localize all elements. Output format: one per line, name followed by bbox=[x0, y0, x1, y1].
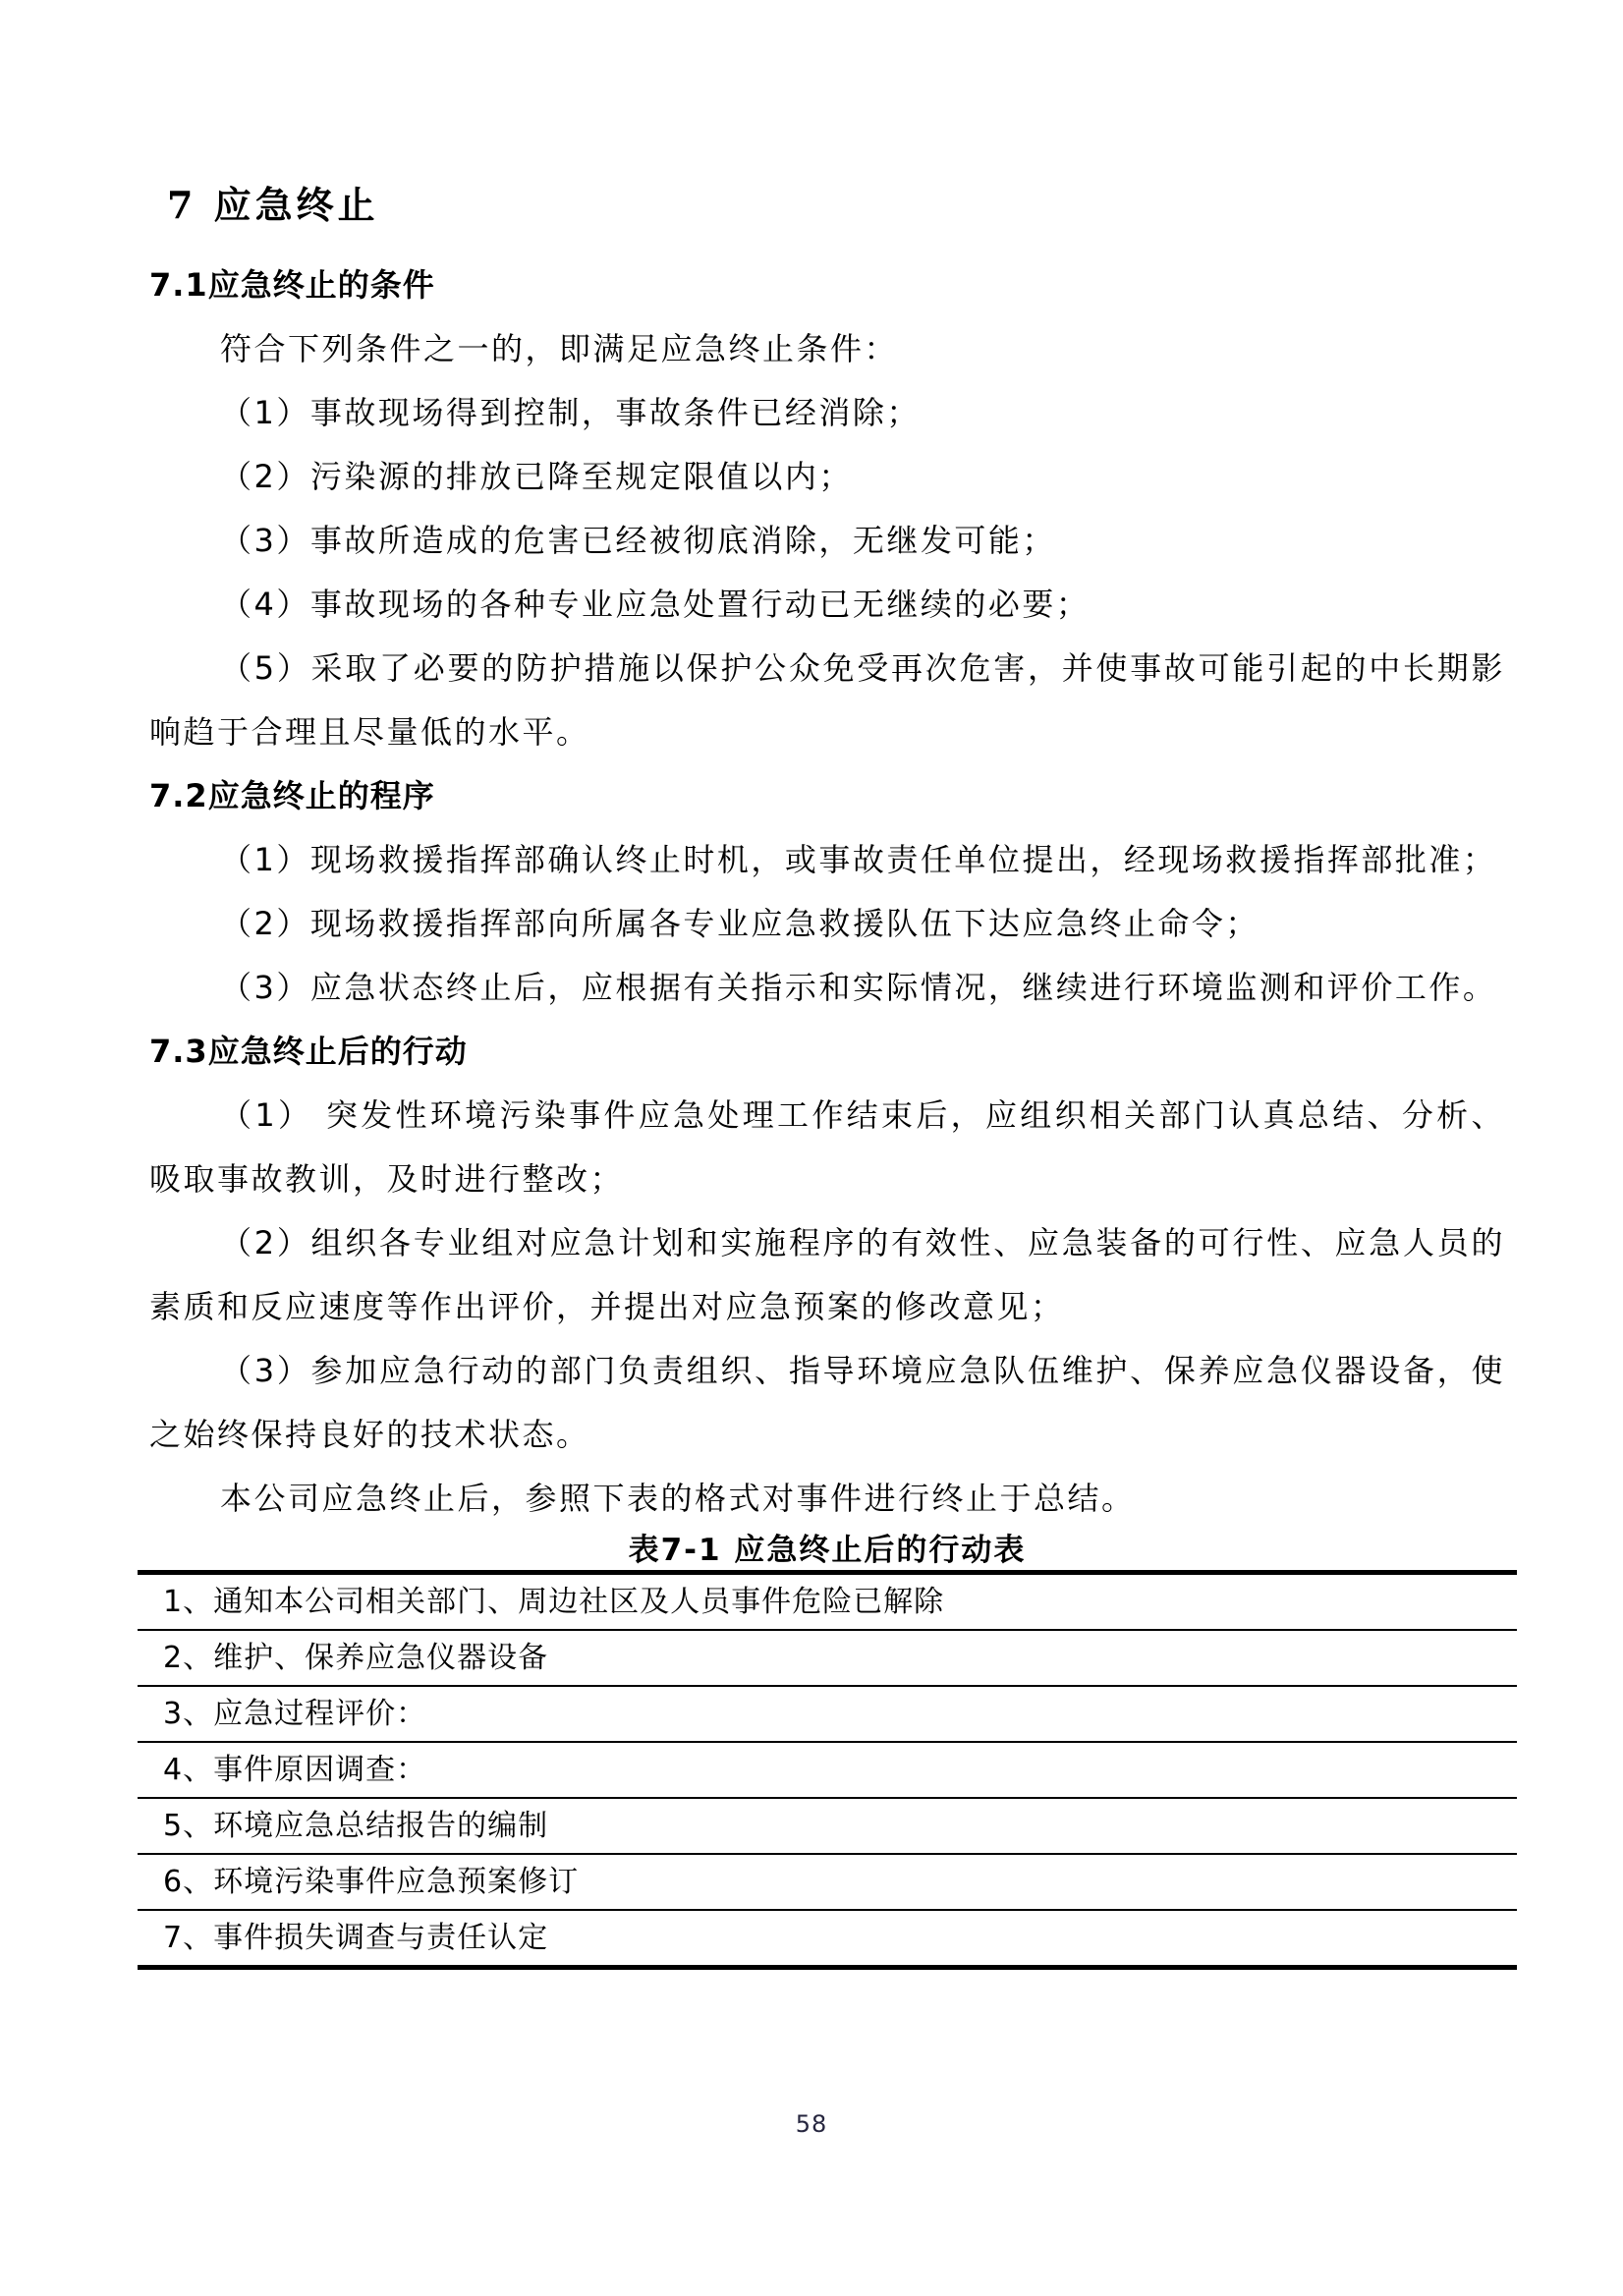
list-item: （1）现场救援指挥部确认终止时机，或事故责任单位提出，经现场救援指挥部批准； bbox=[220, 841, 1497, 878]
table-row: 3、应急过程评价： bbox=[138, 1687, 1517, 1743]
list-item: （4）事故现场的各种专业应急处置行动已无继续的必要； bbox=[220, 586, 1091, 623]
list-item: （3）应急状态终止后，应根据有关指示和实际情况，继续进行环境监测和评价工作。 bbox=[220, 969, 1497, 1006]
list-item: （1）事故现场得到控制，事故条件已经消除； bbox=[220, 394, 921, 431]
table-row: 1、通知本公司相关部门、周边社区及人员事件危险已解除 bbox=[138, 1575, 1517, 1631]
section-heading-7-1: 7.1应急终止的条件 bbox=[149, 266, 435, 304]
chapter-heading: 7 应急终止 bbox=[167, 183, 379, 227]
table-row: 6、环境污染事件应急预案修订 bbox=[138, 1855, 1517, 1911]
paragraph: 符合下列条件之一的，即满足应急终止条件： bbox=[220, 330, 899, 367]
list-item: （3）参加应急行动的部门负责组织、指导环境应急队伍维护、保养应急仪器设备，使之始终保持良好的技术状态。 bbox=[149, 1352, 1505, 1453]
table-row: 5、环境应急总结报告的编制 bbox=[138, 1799, 1517, 1855]
table-row: 7、事件损失调查与责任认定 bbox=[163, 1921, 549, 1955]
actions-after-termination-table bbox=[138, 1570, 1517, 1970]
table-row: 2、维护、保养应急仪器设备 bbox=[138, 1631, 1517, 1687]
table-caption: 表7-1 应急终止后的行动表 bbox=[628, 1533, 1027, 1568]
list-item: （2）现场救援指挥部向所属各专业应急救援队伍下达应急终止命令； bbox=[220, 905, 1259, 942]
section-heading-7-3: 7.3应急终止后的行动 bbox=[149, 1033, 468, 1070]
page-number: 58 bbox=[795, 2110, 828, 2138]
document-content bbox=[149, 0, 1505, 1970]
paragraph: 本公司应急终止后，参照下表的格式对事件进行终止于总结。 bbox=[220, 1480, 1136, 1517]
list-item: （3）事故所造成的危害已经被彻底消除，无继发可能； bbox=[220, 522, 1056, 559]
table-row: 4、事件原因调查： bbox=[138, 1743, 1517, 1799]
list-item: （2）组织各专业组对应急计划和实施程序的有效性、应急装备的可行性、应急人员的素质和反应速度等作出评价，并提出对应急预案的修改意见； bbox=[149, 1224, 1505, 1325]
list-item: （2）污染源的排放已降至规定限值以内； bbox=[220, 458, 853, 495]
list-item: （1） 突发性环境污染事件应急处理工作结束后，应组织相关部门认真总结、分析、吸取事故教训，及时进行整改； bbox=[149, 1096, 1505, 1198]
section-heading-7-2: 7.2应急终止的程序 bbox=[149, 777, 435, 814]
list-item: （5）采取了必要的防护措施以保护公众免受再次危害，并使事故可能引起的中长期影响趋于合理且尽量低的水平。 bbox=[149, 649, 1505, 751]
